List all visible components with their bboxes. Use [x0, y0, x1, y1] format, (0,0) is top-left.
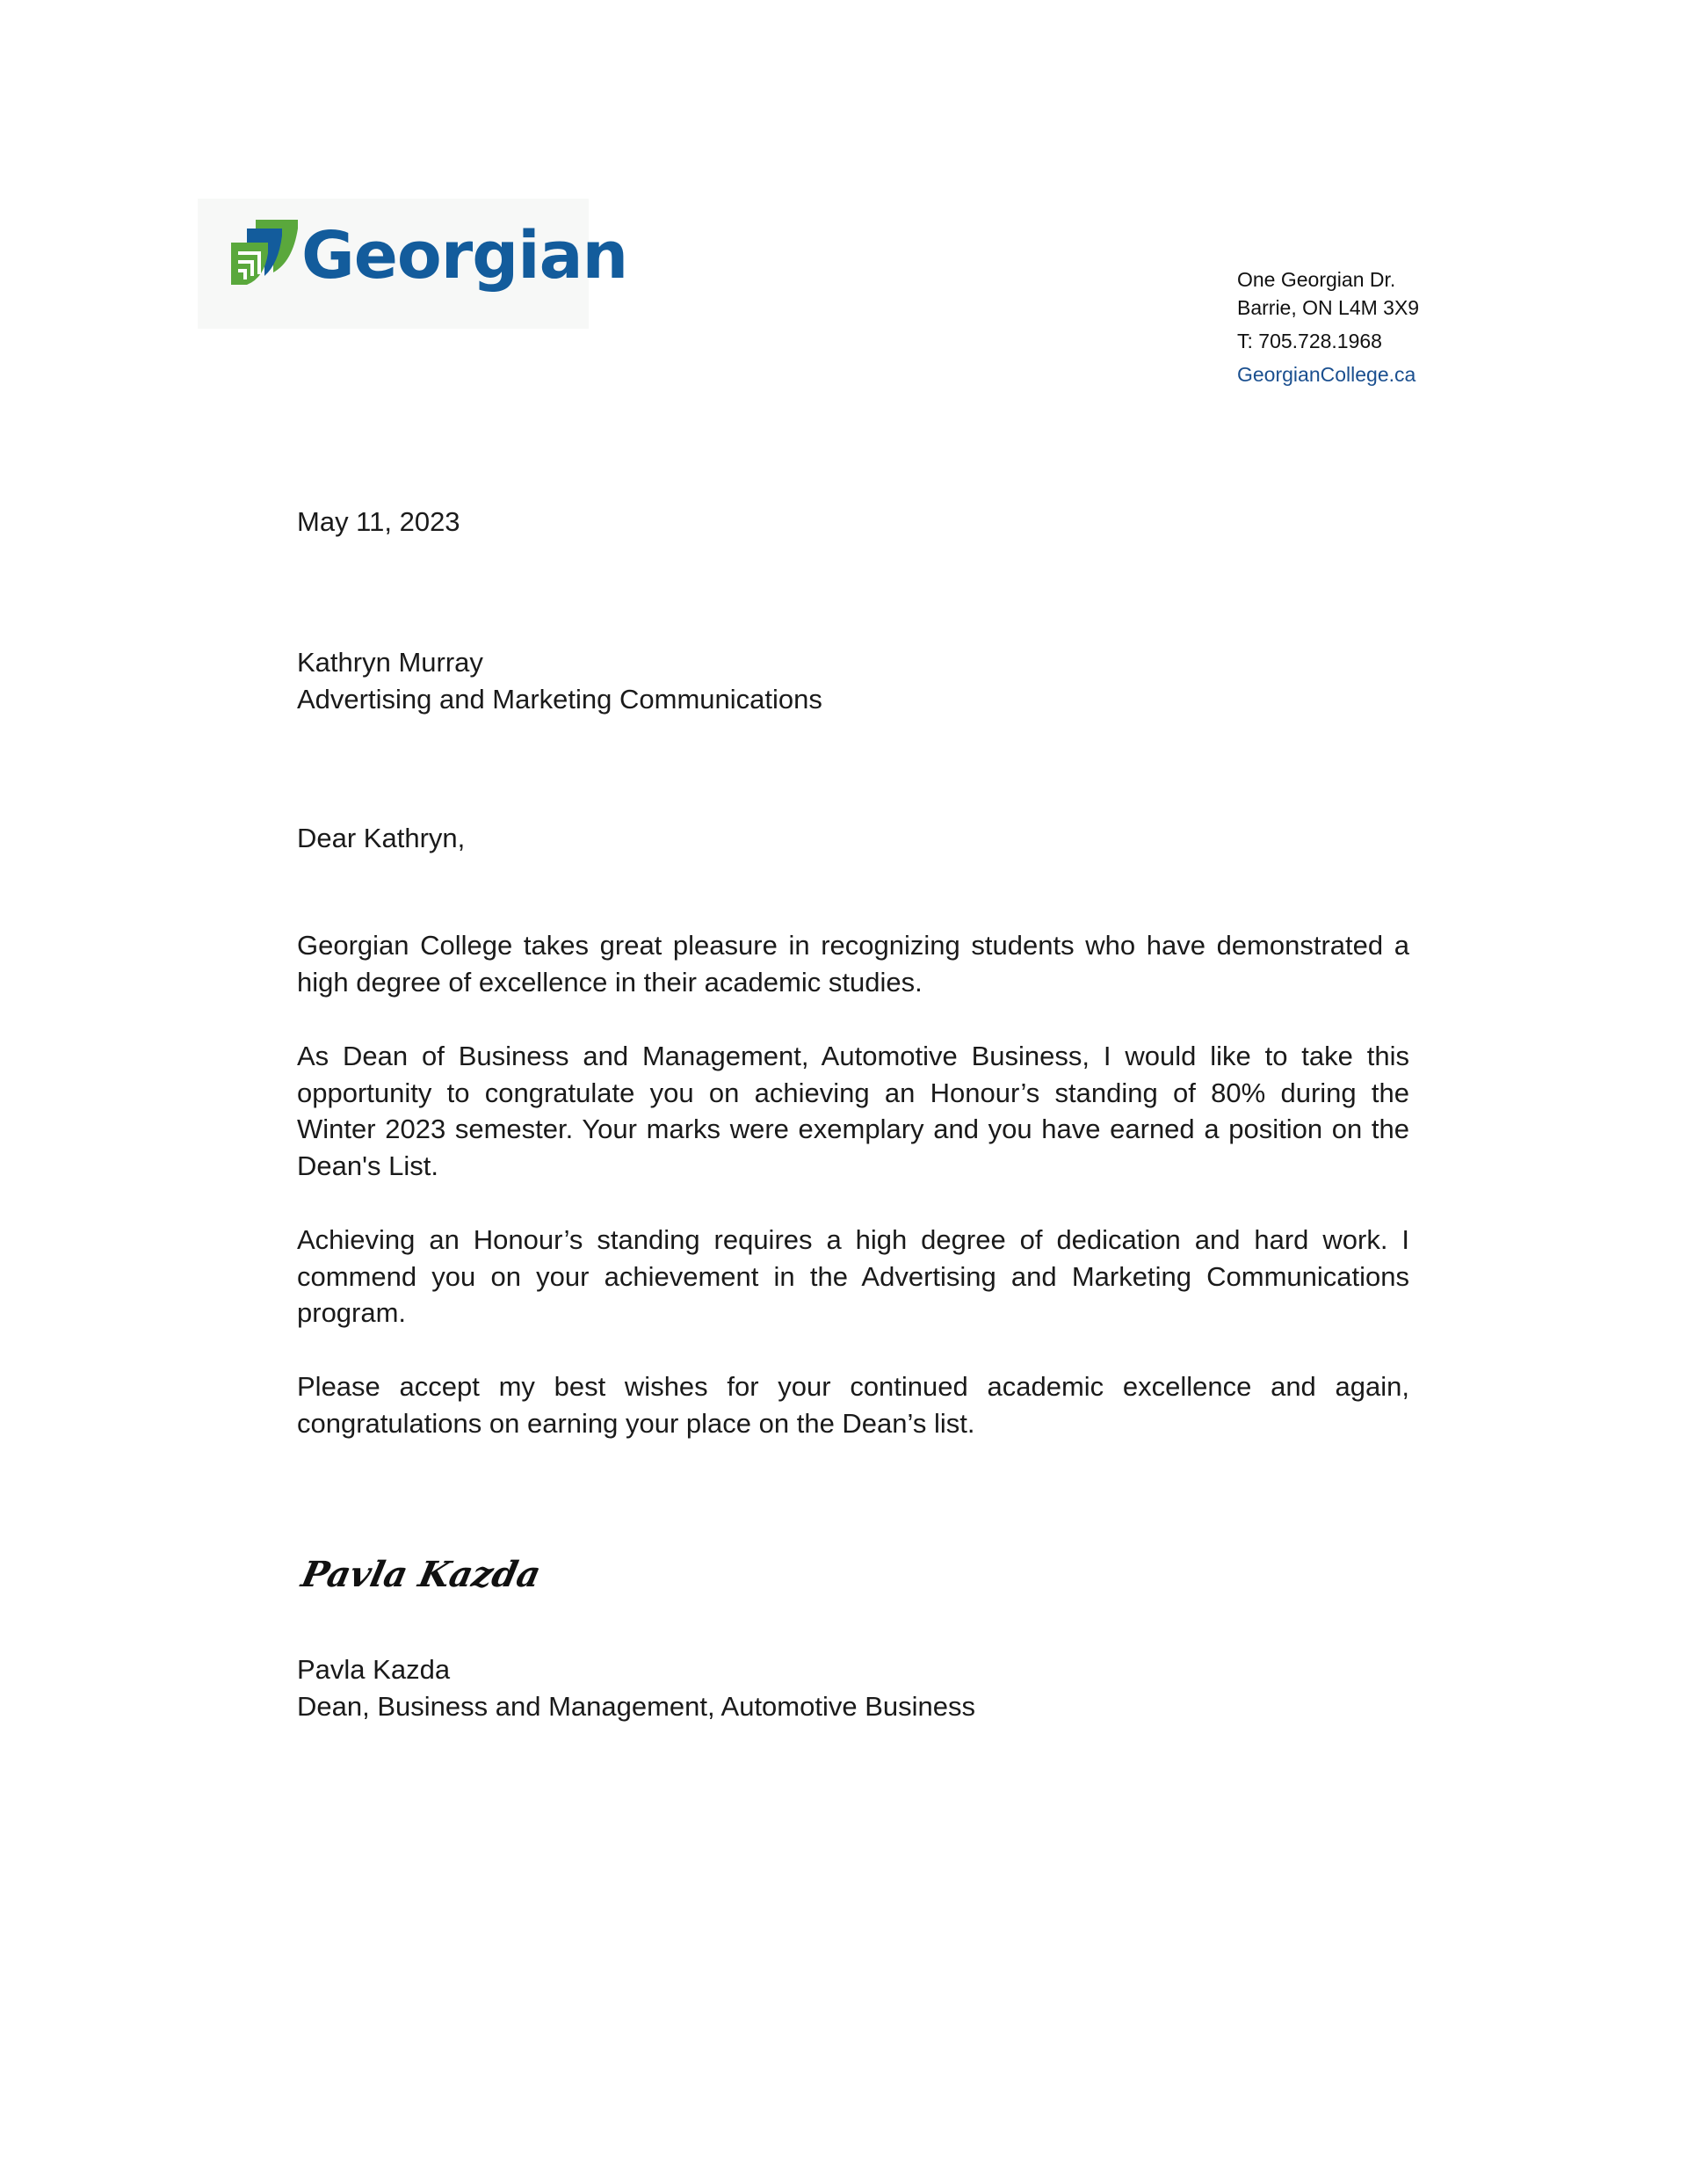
text-line: Winter 2023 semester. Your marks were exemplary and you have earned a position on the — [297, 1114, 1409, 1144]
paragraph-4 — [297, 1368, 1409, 1441]
georgian-logo — [198, 199, 628, 329]
text-line: opportunity to congratulate you on achieving an Honour’s standing of 80% during the — [297, 1077, 1409, 1108]
text-line: commend you on your achievement in the Advertising and Marketing Communications — [297, 1260, 1409, 1292]
text-line: Please accept my best wishes for your continued academic excellence and again, — [297, 1371, 1409, 1402]
phone: T: 705.728.1968 — [1237, 330, 1382, 352]
paragraph-2 — [297, 1038, 1409, 1184]
text-line: Georgian College takes great pleasure in recognizing students who have demonstrated a — [297, 930, 1409, 961]
letter-date: May 11, 2023 — [297, 506, 460, 537]
handwritten-signature: Pavla Kazda — [298, 1554, 545, 1595]
text-line: Dean's List. — [297, 1150, 438, 1181]
signatory-name: Pavla Kazda — [297, 1654, 451, 1685]
salutation: Dear Kathryn, — [297, 823, 466, 853]
text-line: program. — [297, 1297, 407, 1328]
signatory-title: Dean, Business and Management, Automotive Business — [297, 1691, 976, 1722]
recipient-program: Advertising and Marketing Communications — [297, 684, 822, 715]
address-line: One Georgian Dr. — [1237, 268, 1396, 291]
text-line: Achieving an Honour’s standing requires a high degree of dedication and hard work. I — [297, 1224, 1409, 1255]
text-line: As Dean of Business and Management, Automotive Business, I would like to take this — [297, 1041, 1409, 1071]
text-line: high degree of excellence in their academic studies. — [297, 966, 923, 998]
paragraph-1 — [297, 927, 1409, 1000]
paragraph-3 — [297, 1222, 1409, 1331]
letterhead-address — [1237, 265, 1419, 388]
website-link[interactable]: GeorgianCollege.ca — [1237, 363, 1416, 386]
address-line: Barrie, ON L4M 3X9 — [1237, 296, 1420, 319]
chevron-emblem-icon — [229, 218, 300, 288]
text-line: congratulations on earning your place on the Dean’s list. — [297, 1407, 975, 1439]
recipient-name: Kathryn Murray — [297, 647, 483, 678]
logo-wordmark: Georgian — [301, 218, 628, 294]
